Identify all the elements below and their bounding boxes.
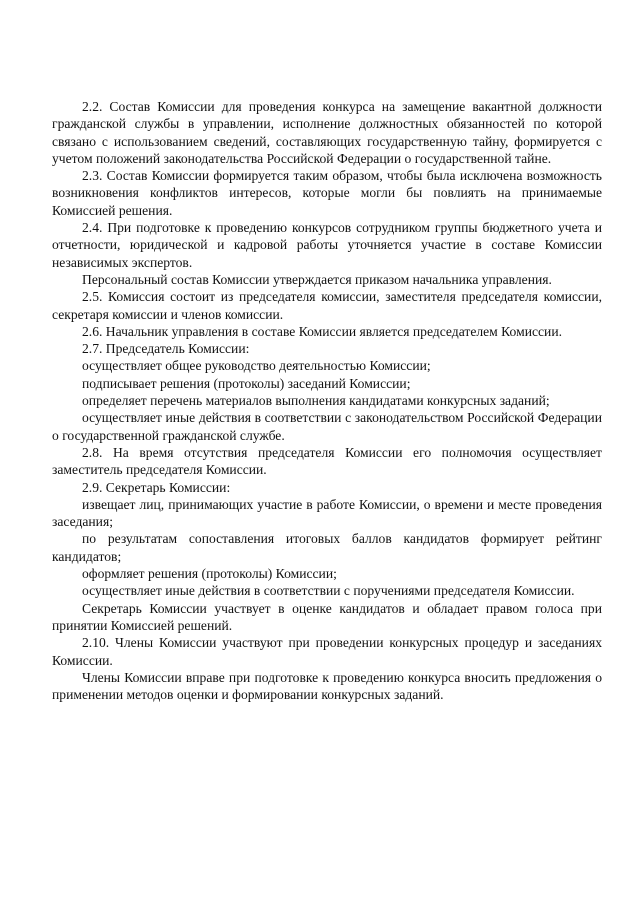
paragraph-2-8: 2.8. На время отсутствия председателя Комиссии его полномочия осуществляет заместитель председателя Комиссии. [52, 444, 602, 478]
list-item-secretary-4: осуществляет иные действия в соответствии с поручениями председателя Комиссии. [82, 583, 575, 599]
paragraph-2-7: 2.7. Председатель Комиссии: [82, 341, 250, 357]
list-item-chairman-2: подписывает решения (протоколы) заседаний Комиссии; [82, 375, 411, 391]
paragraph-2-2: 2.2. Состав Комиссии для проведения конкурса на замещение вакантной должности гражданской службы в управлении, исполнение должностных обязанностей по которой связано с использованием сведений, составляющих государственную тайну, формируется с учетом положений законодательства Российской Федерации о государственной тайне. [52, 99, 602, 166]
paragraph-2-4: 2.4. При подготовке к проведению конкурсов сотрудником группы бюджетного учета и отчетности, юридической и кадровой работы уточняется участие в составе Комиссии независимых экспертов. [52, 220, 602, 270]
paragraph-secretary-vote: Секретарь Комиссии участвует в оценке кандидатов и обладает правом голоса при принятии Комиссией решений. [52, 600, 602, 633]
list-item-chairman-1: осуществляет общее руководство деятельностью Комиссии; [82, 358, 431, 374]
paragraph-members-proposals: Члены Комиссии вправе при подготовке к проведению конкурса вносить предложения о применении методов оценки и формировании конкурсных заданий. [52, 669, 602, 703]
list-item-chairman-4: осуществляет иные действия в соответствии с законодательством Российской Федерации о государственной гражданской службе. [52, 410, 602, 443]
list-item-secretary-2: по результатам сопоставления итоговых баллов кандидатов формирует рейтинг кандидатов; [52, 531, 602, 564]
list-item-secretary-3: оформляет решения (протоколы) Комиссии; [82, 566, 337, 582]
paragraph-2-9: 2.9. Секретарь Комиссии: [82, 479, 231, 495]
list-item-chairman-3: определяет перечень материалов выполнения кандидатами конкурсных заданий; [82, 393, 550, 409]
paragraph-2-3: 2.3. Состав Комиссии формируется таким образом, чтобы была исключена возможность возникновения конфликтов интересов, которые могли бы повлиять на принимаемые Комиссией решения. [52, 168, 602, 218]
paragraph-2-5: 2.5. Комиссия состоит из председателя комиссии, заместителя председателя комиссии, секретаря комиссии и членов комиссии. [52, 289, 602, 322]
list-item-secretary-1: извещает лиц, принимающих участие в работе Комиссии, о времени и месте проведения заседания; [52, 496, 602, 530]
paragraph-2-10: 2.10. Члены Комиссии участвуют при проведении конкурсных процедур и заседаниях Комиссии. [52, 635, 602, 668]
paragraph-2-6: 2.6. Начальник управления в составе Комиссии является председателем Комиссии. [82, 323, 562, 339]
document-page [52, 98, 602, 703]
paragraph-personal-composition: Персональный состав Комиссии утверждается приказом начальника управления. [82, 271, 552, 287]
